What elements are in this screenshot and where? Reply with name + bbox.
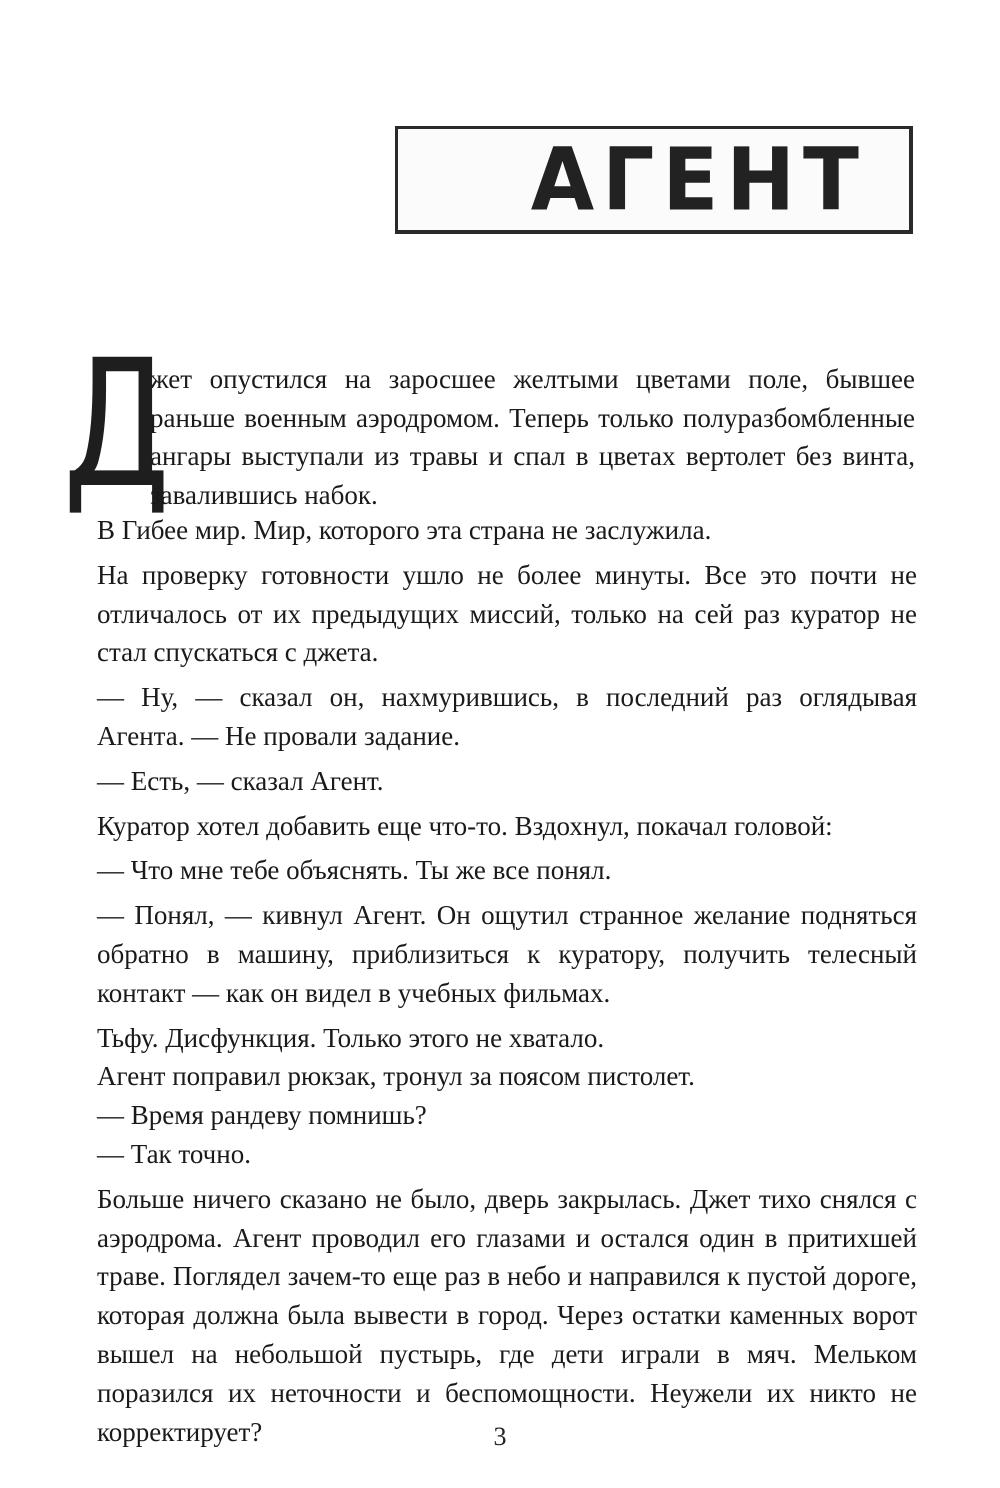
- paragraph: — Так точно.: [97, 1138, 251, 1169]
- paragraph: В Гибее мир. Мир, которого эта страна не заслужила.: [97, 515, 712, 545]
- paragraph: Больше ничего сказано не было, дверь закрылась. Джет тихо снялся с аэродрома. Агент проводил его глазами и остался один в притихшей траве. Поглядел зачем-то еще раз в небо и направился к пустой дороге, которая должна была вывести в город. Через остатки каменных ворот вышел на небольшой пустырь, где дети играли в мяч. Мельком поразился их неточности и беспомощности. Неужели их никто не корректирует?: [97, 1183, 917, 1447]
- paragraph: — Время рандеву помнишь?: [97, 1100, 427, 1131]
- paragraph: — Что мне тебе объяснять. Ты же все понял.: [97, 855, 612, 886]
- body-text: [97, 511, 917, 1451]
- paragraph: Куратор хотел добавить еще что-то. Вздохнул, покачал головой:: [97, 810, 833, 841]
- chapter-title: АГЕНТ: [530, 130, 867, 231]
- paragraph: Агент поправил рюкзак, тронул за поясом пистолет.: [97, 1061, 695, 1092]
- paragraph: — Ну, — сказал он, нахмурившись, в последний раз оглядывая Агента. — Не провали задание.: [97, 682, 917, 751]
- paragraph: — Понял, — кивнул Агент. Он ощутил странное желание подняться обратно в машину, приблизиться к куратору, получить телесный контакт — как он видел в учебных фильмах.: [97, 900, 917, 1008]
- paragraph: Тьфу. Дисфункция. Только этого не хватало.: [97, 1022, 605, 1053]
- paragraph: На проверку готовности ушло не более минуты. Все это почти не отличалось от их предыдущих миссий, только на сей раз куратор не стал спускаться с джета.: [97, 559, 917, 668]
- first-paragraph: жет опустился на заросшее желтыми цветами поле, бывшее раньше военным аэродромом. Теперь только полуразбомбленные ангары выступали из травы и спал в цветах вертолет без винта, завалившись набок.: [150, 364, 915, 510]
- page-number: 3: [493, 1422, 507, 1451]
- chapter-title-box: [395, 126, 913, 234]
- drop-cap: Д: [63, 322, 171, 527]
- paragraph: — Есть, — сказал Агент.: [97, 765, 384, 796]
